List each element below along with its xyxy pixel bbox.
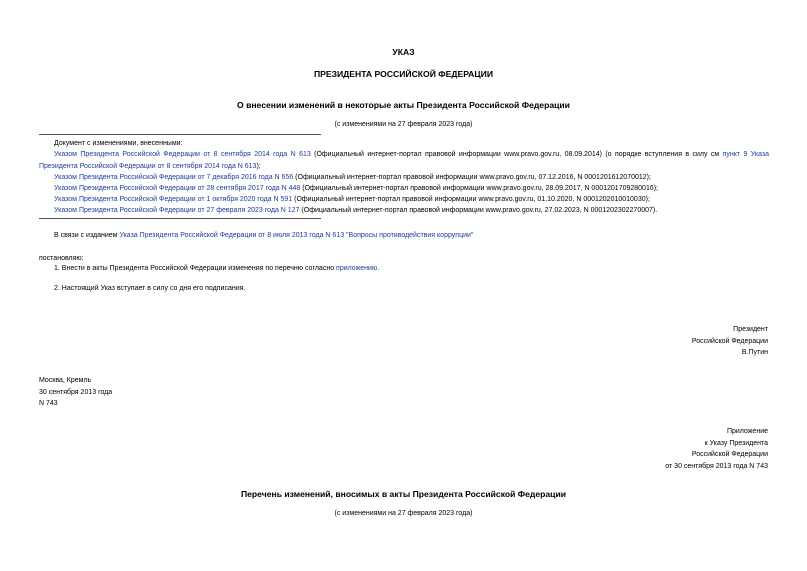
amendment-item: Указом Президента Российской Федерации от 1 октября 2020 года N 591 (Официальный интернет-портал правовой информации www.pravo.gov.ru, 01.10.2020, N 0001202010010030); <box>54 196 650 203</box>
amendment-item: Указом Президента Российской Федерации от 27 февраля 2023 года N 127 (Официальный интернет-портал правовой информации www.pravo.gov.ru, 27.02.2023, N 0001202302270007). <box>54 207 658 214</box>
amendment-item: Указом Президента Российской Федерации от 7 декабря 2016 года N 656 (Официальный интернет-портал правовой информации www.pravo.gov.ru, 07.12.2016, N 0001201612070012); <box>54 174 651 181</box>
doc-issuer: ПРЕЗИДЕНТА РОССИЙСКОЙ ФЕДЕРАЦИИ <box>313 69 494 79</box>
signature-block <box>468 324 768 359</box>
preamble-link[interactable]: Указа Президента Российской Федерации от 8 июля 2013 года N 613 "Вопросы противодействия коррупции" <box>119 232 474 239</box>
signature-name: В.Путин <box>741 349 768 356</box>
amendment-link[interactable]: Указом Президента Российской Федерации от 1 октября 2020 года N 591 <box>54 196 293 203</box>
separator-bottom <box>39 218 321 219</box>
amendment-item: Указом Президента Российской Федерации от 28 сентября 2017 года N 448 (Официальный интернет-портал правовой информации www.pravo.gov.ru, 28.09.2017, N 0001201709280016); <box>54 185 659 192</box>
place: Москва, Кремль <box>39 377 92 384</box>
signature-title: Президент <box>733 326 768 333</box>
doc-subject: О внесении изменений в некоторые акты Президента Российской Федерации <box>237 100 570 110</box>
preamble-paragraph: В связи с изданием Указа Президента Российской Федерации от 8 июля 2013 года N 613 "Вопросы противодействия коррупции" <box>54 232 474 239</box>
amendment-link-secondary[interactable]: пункт 9 Указа Президента Российской Федерации от 8 сентября 2014 года N 613 <box>39 151 769 170</box>
separator-top <box>39 134 321 135</box>
appendix-header: Приложение к Указу Президента Российской Федерации от 30 сентября 2013 года N 743 <box>468 426 768 472</box>
amendment-link[interactable]: Указом Президента Российской Федерации от 28 сентября 2017 года N 448 <box>54 185 301 192</box>
appendix-edition: (с изменениями на 27 февраля 2023 года) <box>334 510 473 517</box>
decree-number: N 743 <box>39 400 58 407</box>
amendment-item: Указом Президента Российской Федерации от 8 сентября 2014 года N 613 (Официальный интернет-портал правовой информации www.pravo.gov.ru, 08.09.2014) (о порядке вступления в силу см пункт 9 Указа Президента Российской Федерации от 8 сентября 2014 года N 613); <box>39 151 769 170</box>
amendment-link[interactable]: Указом Президента Российской Федерации от 7 декабря 2016 года N 656 <box>54 174 294 181</box>
appendix-title: Перечень изменений, вносимых в акты Президента Российской Федерации <box>240 489 567 499</box>
signature-country: Российской Федерации <box>691 337 768 345</box>
appendix-link[interactable]: приложению <box>336 265 378 272</box>
clause-1: 1. Внести в акты Президента Российской Федерации изменения по перечню согласно приложению. <box>54 265 380 272</box>
amendment-link[interactable]: Указом Президента Российской Федерации от 8 сентября 2014 года N 613 <box>54 151 311 158</box>
place-date-block <box>39 375 339 410</box>
doc-edition: (с изменениями на 27 февраля 2023 года) <box>334 121 473 128</box>
amendments-intro: Документ с изменениями, внесенными: <box>54 140 183 147</box>
doc-title: УКАЗ <box>392 47 415 57</box>
decree-word: постановляю: <box>39 255 84 262</box>
date: 30 сентября 2013 года <box>39 388 113 396</box>
clause-2: 2. Настоящий Указ вступает в силу со дня его подписания. <box>54 285 246 292</box>
amendment-link[interactable]: Указом Президента Российской Федерации от 27 февраля 2023 года N 127 <box>54 207 300 214</box>
appendix-label: Приложение <box>726 428 768 435</box>
